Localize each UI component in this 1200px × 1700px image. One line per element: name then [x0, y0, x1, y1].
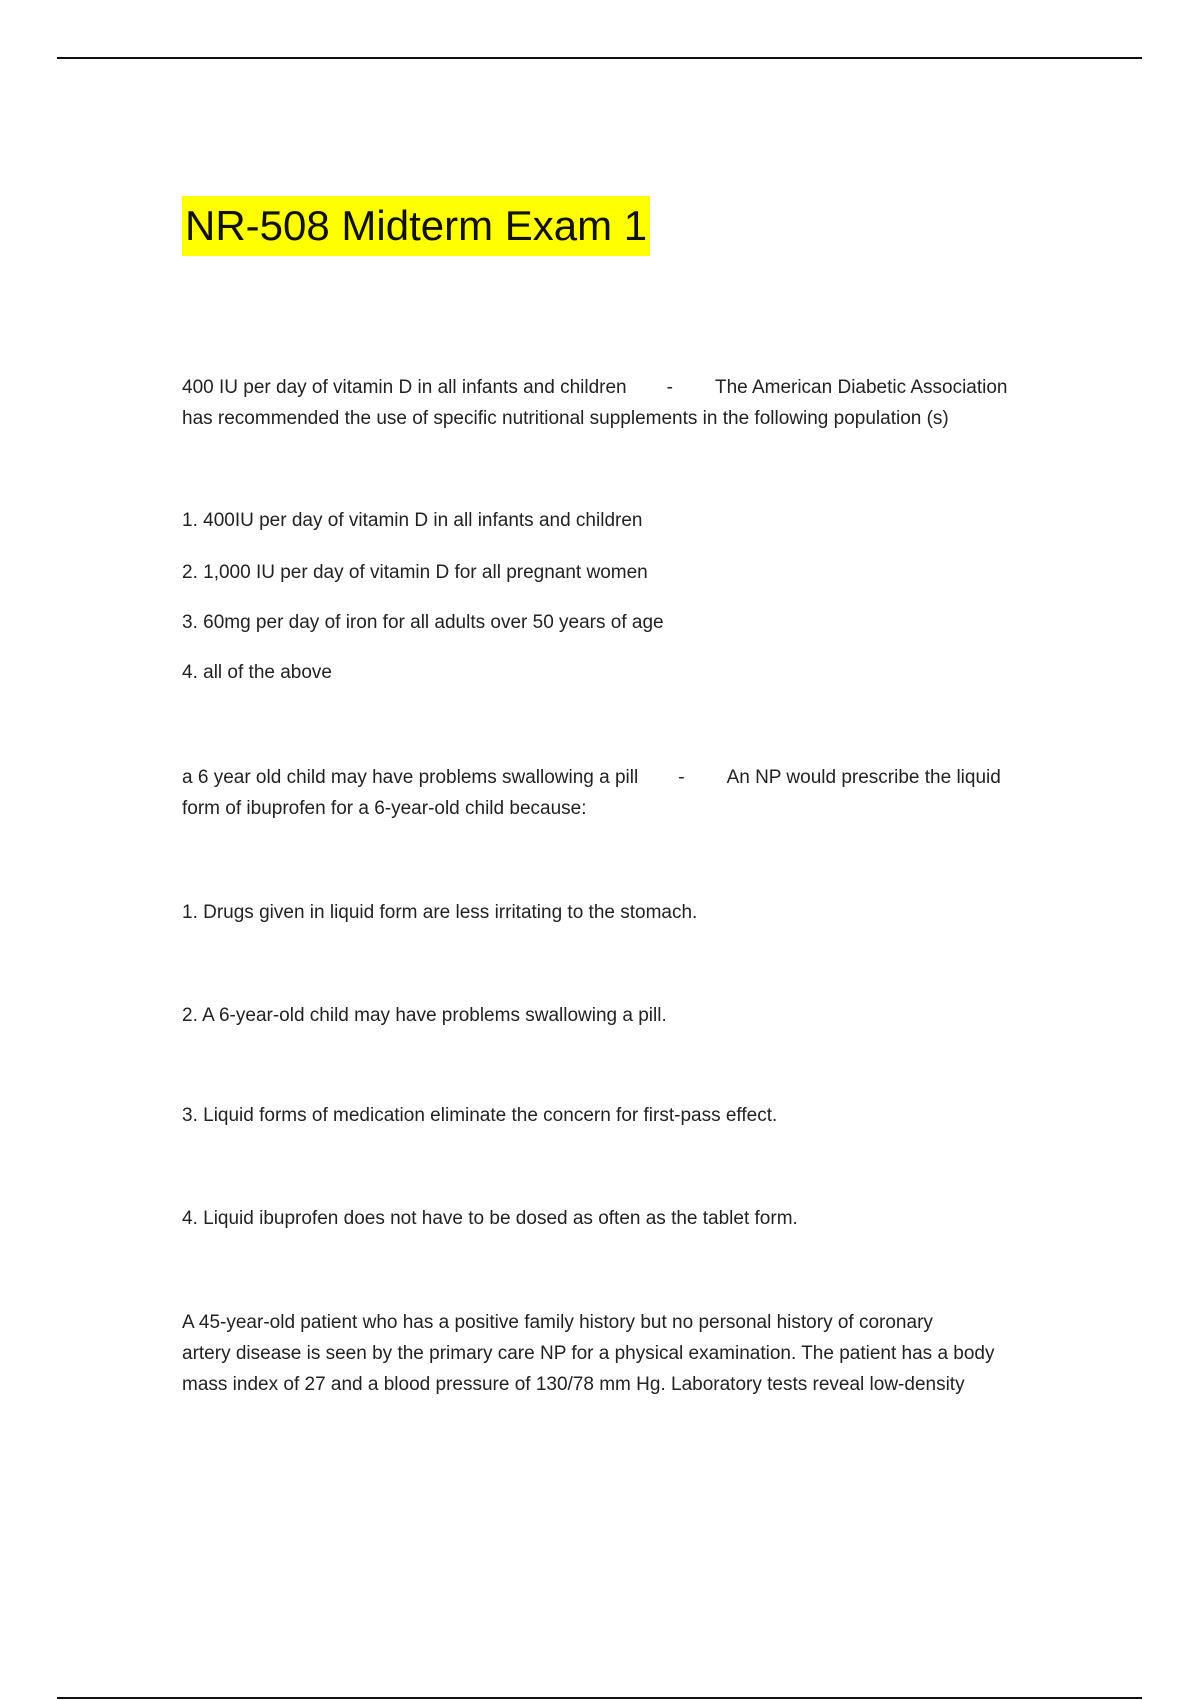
question-1-line-1	[182, 372, 1052, 403]
question-2-option-4: 4. Liquid ibuprofen does not have to be dosed as often as the tablet form.	[182, 1208, 798, 1229]
question-1-option-4: 4. all of the above	[182, 662, 332, 683]
question-3-line-1: A 45-year-old patient who has a positive family history but no personal history of coronary	[182, 1312, 933, 1333]
document-title: NR-508 Midterm Exam 1	[182, 196, 650, 256]
page-bottom-rule	[57, 1697, 1142, 1699]
question-1	[182, 372, 1052, 434]
question-2-answer: a 6 year old child may have problems swallowing a pill	[182, 767, 639, 788]
question-2-prompt-start: An NP would prescribe the liquid	[726, 767, 1001, 788]
page-top-rule	[57, 57, 1142, 59]
question-3-line-2: artery disease is seen by the primary care NP for a physical examination. The patient has a body	[182, 1343, 995, 1364]
question-1-prompt-end: has recommended the use of specific nutritional supplements in the following population (s)	[182, 408, 949, 429]
question-1-answer: 400 IU per day of vitamin D in all infants and children	[182, 377, 627, 398]
question-1-separator: -	[666, 377, 673, 398]
question-1-prompt-start: The American Diabetic Association	[714, 377, 1008, 398]
question-1-option-2: 2. 1,000 IU per day of vitamin D for all pregnant women	[182, 562, 648, 583]
question-2-prompt-end: form of ibuprofen for a 6-year-old child because:	[182, 798, 587, 819]
question-2	[182, 762, 1052, 824]
question-2-option-2: 2. A 6-year-old child may have problems swallowing a pill.	[182, 1005, 667, 1026]
question-2-separator: -	[678, 767, 685, 788]
question-3-line-3: mass index of 27 and a blood pressure of 130/78 mm Hg. Laboratory tests reveal low-density	[182, 1374, 965, 1395]
question-2-option-1: 1. Drugs given in liquid form are less irritating to the stomach.	[182, 902, 698, 923]
question-1-option-1: 1. 400IU per day of vitamin D in all infants and children	[182, 510, 643, 531]
question-1-option-3: 3. 60mg per day of iron for all adults over 50 years of age	[182, 612, 664, 633]
question-3	[182, 1307, 1052, 1400]
question-2-option-3: 3. Liquid forms of medication eliminate the concern for first-pass effect.	[182, 1105, 778, 1126]
question-2-line-1	[182, 762, 1052, 793]
